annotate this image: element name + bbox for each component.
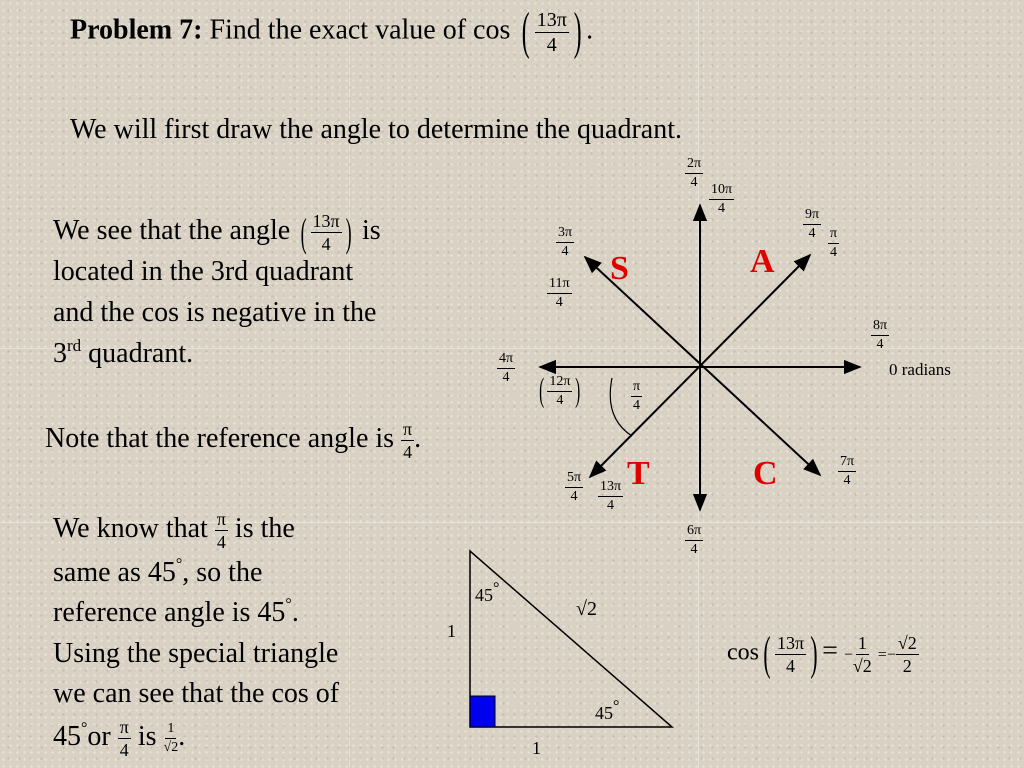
know-line2: same as 45°, so the bbox=[53, 556, 263, 588]
quadrant-explanation-line1: We see that the angle ( $\frac{13\pi}{4}$ ) is bbox=[53, 209, 381, 255]
reference-angle-note: Note that the reference angle is $\frac{\pi}{4}$ . bbox=[45, 419, 422, 462]
quadrant-c: C bbox=[753, 455, 778, 492]
problem-fraction: $\frac{13\pi}{4}$ bbox=[536, 8, 567, 56]
angle-label: $\frac{3\pi}{4}$ bbox=[558, 225, 573, 259]
problem-text: Find the exact value of bbox=[209, 14, 467, 46]
angle-label: $\frac{10\pi}{4}$ bbox=[711, 182, 733, 216]
triangle-left-side: 1 bbox=[447, 621, 456, 641]
know-line1: We know that $\frac{\pi}{4}$ is the bbox=[53, 509, 295, 552]
angle-label: $\frac{13\pi}{4}$ bbox=[600, 479, 622, 513]
angle-label: $\frac{8\pi}{4}$ bbox=[873, 318, 888, 352]
angle-label: $\frac{2\pi}{4}$ bbox=[687, 156, 702, 190]
problem-statement: Problem 7: Find the exact value of cos ( $\frac{13\pi}{4}$ ) . bbox=[70, 3, 594, 60]
know-line5: we can see that the cos of bbox=[53, 678, 340, 709]
triangle-hypotenuse: √2 bbox=[576, 598, 597, 620]
intro-text: We will first draw the angle to determine the quadrant. bbox=[70, 114, 682, 145]
quadrant-t: T bbox=[627, 455, 650, 492]
quadrant-a: A bbox=[750, 243, 775, 280]
quadrant-s: S bbox=[610, 250, 629, 287]
angle-label: $\frac{4\pi}{4}$ bbox=[499, 351, 514, 385]
triangle-top-angle: 45° bbox=[475, 580, 500, 605]
special-triangle bbox=[470, 551, 672, 727]
triangle-bottom-side: 1 bbox=[532, 738, 541, 758]
angle-label: $\frac{6\pi}{4}$ bbox=[687, 523, 702, 557]
problem-cos: cos bbox=[473, 14, 511, 46]
know-line4: Using the special triangle bbox=[53, 638, 339, 669]
quadrant-explanation-line3: and the cos is negative in the bbox=[53, 297, 377, 328]
angle-label: $\frac{9\pi}{4}$ bbox=[805, 207, 820, 241]
result-equation: cos( $\frac{13\pi}{4}$ ) = − $\frac{1}{√2}$ =− $\frac{√2}{2}$ bbox=[727, 627, 917, 680]
zero-radians-label: 0 radians bbox=[889, 360, 951, 379]
quadrant-explanation-line2: located in the 3rd quadrant bbox=[53, 256, 354, 287]
know-line3: reference angle is 45°. bbox=[53, 596, 299, 628]
problem-period: . bbox=[586, 14, 594, 46]
angle-arc bbox=[610, 378, 632, 436]
problem-label: Problem 7: bbox=[70, 14, 203, 46]
angle-label: $\frac{7\pi}{4}$ bbox=[840, 454, 855, 488]
triangle-bottom-angle: 45° bbox=[595, 698, 620, 723]
quadrant-explanation-line4: 3rd quadrant. bbox=[53, 336, 194, 369]
know-line6: 45°or $\frac{\pi}{4}$ is $\frac{1}{√2}$ . bbox=[53, 717, 186, 760]
angle-label: $\frac{\pi}{4}$ bbox=[830, 226, 838, 260]
angle-label: $\frac{11\pi}{4}$ bbox=[549, 276, 570, 310]
angle-label: $\frac{\pi}{4}$ bbox=[633, 379, 641, 413]
angle-label-12pi: ( $\frac{12\pi}{4}$ ) bbox=[539, 372, 581, 409]
angle-label: $\frac{5\pi}{4}$ bbox=[567, 470, 582, 504]
right-angle-marker bbox=[470, 696, 495, 727]
